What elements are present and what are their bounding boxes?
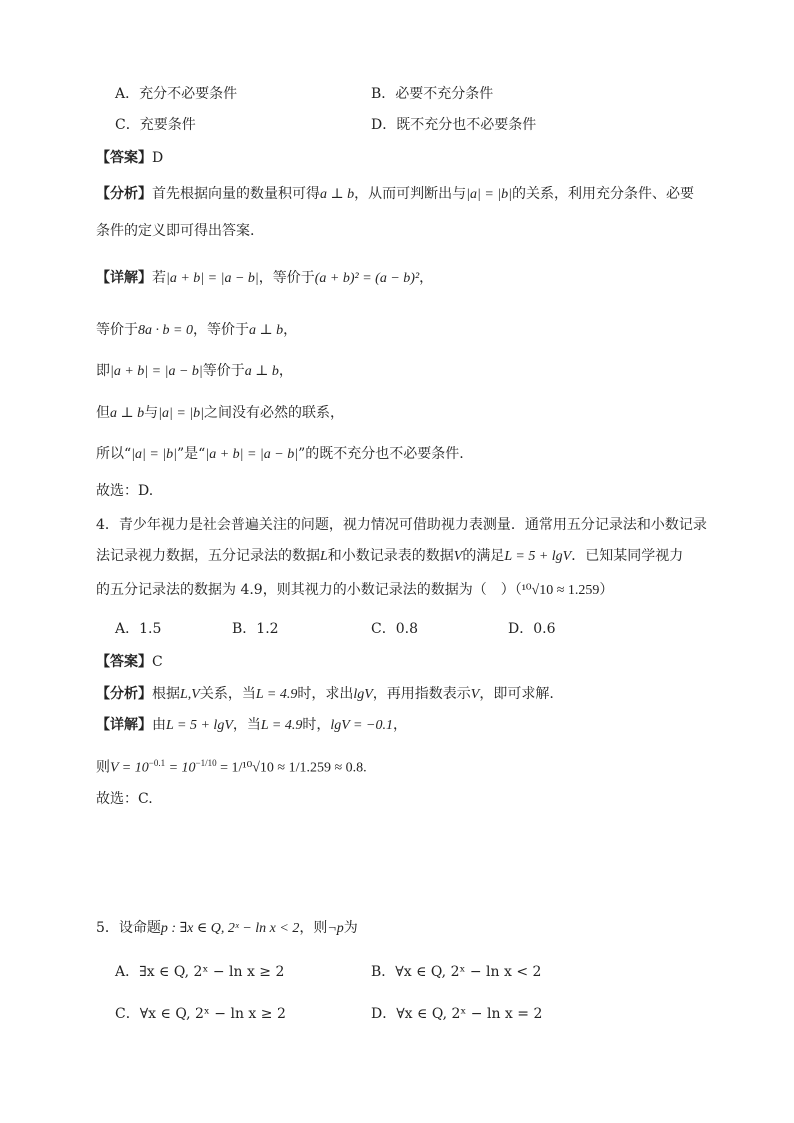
q5-stem: 5．设命题p : ∃x ∈ Q, 2ˣ − ln x < 2，则¬p为 <box>96 920 358 936</box>
q3-analysis-line-2: 条件的定义即可得出答案. <box>96 223 255 239</box>
q3-detail-line-2: 等价于8a · b = 0，等价于a ⊥ b， <box>96 322 298 338</box>
q3-option-c: C．充要条件 <box>115 117 196 133</box>
q4-stem-line-2: 法记录视力数据，五分记录法的数据L和小数记录表的数据V的满足L = 5 + lgV．已知某同学视力 <box>96 548 684 564</box>
answer-tag: 【答案】 <box>96 654 152 670</box>
q4-detail-line-2: 则$V = 10^{-0.1} = 10^{-1/10} = 1/^{10}√10 \approx 1/1.259 \approx 0.8$. <box>96 758 367 776</box>
q4-conclusion: 故选：C. <box>96 791 153 807</box>
detail-tag: 【详解】 <box>96 717 152 733</box>
q3-option-b: B．必要不充分条件 <box>371 86 494 102</box>
q4-analysis: 【分析】根据L,V关系，当L = 4.9时，求出lgV，再用指数表示V，即可求解. <box>96 686 554 702</box>
q4-option-d: D．0.6 <box>508 621 556 637</box>
q3-detail-line-5: 所以“|a| = |b|”是“|a + b| = |a − b|”的既不充分也不必要条件. <box>96 446 464 462</box>
answer-value: D <box>152 150 164 166</box>
detail-tag: 【详解】 <box>96 270 152 286</box>
answer-tag: 【答案】 <box>96 150 152 166</box>
q5-option-a: A．∃x ∈ Q, 2ˣ − ln x ≥ 2 <box>115 964 285 980</box>
q3-detail-line-3: 即|a + b| = |a − b|等价于a ⊥ b， <box>96 363 293 379</box>
q5-option-b: B．∀x ∈ Q, 2ˣ − ln x < 2 <box>371 964 542 980</box>
q4-option-c: C．0.8 <box>371 621 418 637</box>
q4-option-a: A．1.5 <box>115 621 162 637</box>
answer-value: C <box>152 654 163 670</box>
q5-option-c: C．∀x ∈ Q, 2ˣ − ln x ≥ 2 <box>115 1006 286 1022</box>
q4-stem-line-1: 4．青少年视力是社会普遍关注的问题，视力情况可借助视力表测量．通常用五分记录法和小数记录 <box>96 517 707 533</box>
q3-detail-line-4: 但a ⊥ b与|a| = |b|之间没有必然的联系， <box>96 405 345 421</box>
q4-detail-line-1: 【详解】由L = 5 + lgV，当L = 4.9时，lgV = −0.1， <box>96 717 407 733</box>
q3-option-a: A．充分不必要条件 <box>115 86 238 102</box>
analysis-tag: 【分析】 <box>96 686 152 702</box>
q3-option-d: D．既不充分也不必要条件 <box>371 117 537 133</box>
q3-analysis-line-1: 【分析】首先根据向量的数量积可得a ⊥ b，从而可判断出与|a| = |b|的关系，利用充分条件、必要 <box>96 186 695 202</box>
q4-answer <box>96 652 163 672</box>
q4-stem-line-3: 的五分记录法的数据为 4.9，则其视力的小数记录法的数据为（ ）（¹⁰√10 ≈ 1.259） <box>96 582 614 598</box>
q5-option-d: D．∀x ∈ Q, 2ˣ − ln x = 2 <box>371 1006 543 1022</box>
analysis-tag: 【分析】 <box>96 186 152 202</box>
q3-answer <box>96 148 163 168</box>
q3-detail-line-1: 【详解】若|a + b| = |a − b|，等价于(a + b)² = (a − b)²， <box>96 270 434 286</box>
q4-option-b: B．1.2 <box>232 621 279 637</box>
q3-conclusion: 故选：D. <box>96 483 154 499</box>
